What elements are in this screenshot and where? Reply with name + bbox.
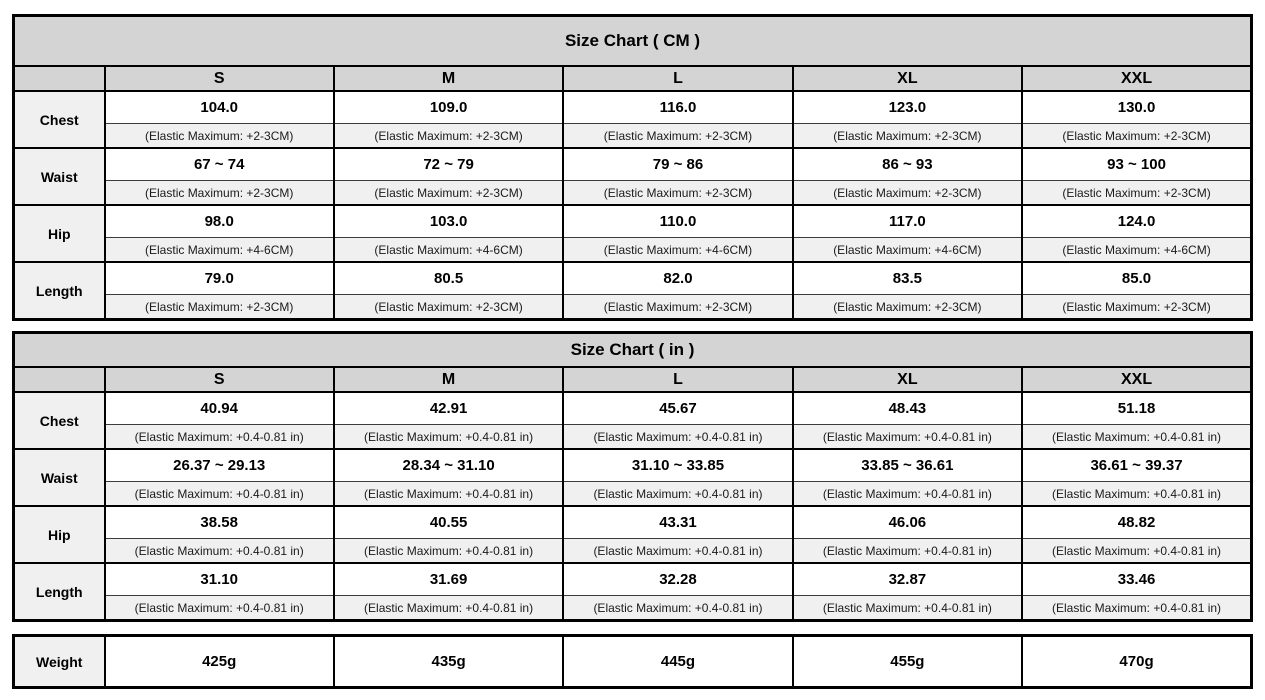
col-header-s: S <box>105 66 334 91</box>
note-cell: (Elastic Maximum: +0.4-0.81 in) <box>563 596 792 621</box>
note-cell: (Elastic Maximum: +2-3CM) <box>334 295 563 320</box>
col-header-m: M <box>334 66 563 91</box>
value-cell: 38.58 <box>105 506 334 539</box>
note-cell: (Elastic Maximum: +4-6CM) <box>105 238 334 263</box>
note-cell: (Elastic Maximum: +2-3CM) <box>563 295 792 320</box>
note-cell: (Elastic Maximum: +2-3CM) <box>105 124 334 149</box>
table-row <box>14 148 1252 181</box>
value-cell: 85.0 <box>1022 262 1251 295</box>
note-cell: (Elastic Maximum: +0.4-0.81 in) <box>793 596 1022 621</box>
col-header-xl: XL <box>793 367 1022 392</box>
value-cell: 130.0 <box>1022 91 1251 124</box>
note-cell: (Elastic Maximum: +4-6CM) <box>334 238 563 263</box>
weight-table <box>12 634 1253 689</box>
note-cell: (Elastic Maximum: +0.4-0.81 in) <box>105 482 334 507</box>
size-chart-cm-table <box>12 14 1253 321</box>
value-cell: 104.0 <box>105 91 334 124</box>
note-cell: (Elastic Maximum: +0.4-0.81 in) <box>793 482 1022 507</box>
table-title: Size Chart ( CM ) <box>14 16 1252 67</box>
value-cell: 31.10 <box>105 563 334 596</box>
note-cell: (Elastic Maximum: +2-3CM) <box>334 181 563 206</box>
value-cell: 31.10 ~ 33.85 <box>563 449 792 482</box>
value-cell: 33.46 <box>1022 563 1251 596</box>
table-row-note <box>14 482 1252 507</box>
note-cell: (Elastic Maximum: +2-3CM) <box>105 295 334 320</box>
value-cell: 79 ~ 86 <box>563 148 792 181</box>
table-row-note <box>14 238 1252 263</box>
note-cell: (Elastic Maximum: +4-6CM) <box>793 238 1022 263</box>
note-cell: (Elastic Maximum: +4-6CM) <box>1022 238 1251 263</box>
table-row <box>14 205 1252 238</box>
size-chart-in-table <box>12 331 1253 622</box>
table-row-note <box>14 295 1252 320</box>
value-cell: 26.37 ~ 29.13 <box>105 449 334 482</box>
value-cell: 67 ~ 74 <box>105 148 334 181</box>
note-cell: (Elastic Maximum: +4-6CM) <box>563 238 792 263</box>
value-cell: 33.85 ~ 36.61 <box>793 449 1022 482</box>
value-cell: 80.5 <box>334 262 563 295</box>
value-cell: 40.55 <box>334 506 563 539</box>
note-cell: (Elastic Maximum: +0.4-0.81 in) <box>1022 425 1251 450</box>
table-row-note <box>14 181 1252 206</box>
note-cell: (Elastic Maximum: +2-3CM) <box>563 181 792 206</box>
table-row <box>14 91 1252 124</box>
value-cell: 48.43 <box>793 392 1022 425</box>
note-cell: (Elastic Maximum: +0.4-0.81 in) <box>563 482 792 507</box>
value-cell: 48.82 <box>1022 506 1251 539</box>
value-cell: 72 ~ 79 <box>334 148 563 181</box>
table-row-note <box>14 425 1252 450</box>
value-cell: 103.0 <box>334 205 563 238</box>
row-label-hip: Hip <box>14 506 105 563</box>
table-title-row <box>14 16 1252 67</box>
weight-row <box>14 636 1252 688</box>
value-cell: 82.0 <box>563 262 792 295</box>
row-label-length: Length <box>14 563 105 621</box>
weight-value-cell: 455g <box>793 636 1022 688</box>
note-cell: (Elastic Maximum: +0.4-0.81 in) <box>1022 482 1251 507</box>
note-cell: (Elastic Maximum: +0.4-0.81 in) <box>1022 596 1251 621</box>
size-header-row <box>14 66 1252 91</box>
row-label-length: Length <box>14 262 105 320</box>
value-cell: 36.61 ~ 39.37 <box>1022 449 1251 482</box>
note-cell: (Elastic Maximum: +0.4-0.81 in) <box>1022 539 1251 564</box>
value-cell: 98.0 <box>105 205 334 238</box>
table-row <box>14 506 1252 539</box>
table-row <box>14 563 1252 596</box>
note-cell: (Elastic Maximum: +2-3CM) <box>793 124 1022 149</box>
value-cell: 51.18 <box>1022 392 1251 425</box>
value-cell: 79.0 <box>105 262 334 295</box>
row-label-waist: Waist <box>14 148 105 205</box>
value-cell: 116.0 <box>563 91 792 124</box>
value-cell: 123.0 <box>793 91 1022 124</box>
note-cell: (Elastic Maximum: +0.4-0.81 in) <box>793 539 1022 564</box>
weight-value-cell: 435g <box>334 636 563 688</box>
table-title-row <box>14 333 1252 368</box>
col-header-l: L <box>563 367 792 392</box>
col-header-xxl: XXL <box>1022 66 1251 91</box>
table-row-note <box>14 596 1252 621</box>
value-cell: 32.87 <box>793 563 1022 596</box>
table-row-note <box>14 124 1252 149</box>
note-cell: (Elastic Maximum: +0.4-0.81 in) <box>793 425 1022 450</box>
note-cell: (Elastic Maximum: +0.4-0.81 in) <box>563 539 792 564</box>
table-row <box>14 392 1252 425</box>
table-row <box>14 449 1252 482</box>
col-header-l: L <box>563 66 792 91</box>
row-label-weight: Weight <box>14 636 105 688</box>
value-cell: 117.0 <box>793 205 1022 238</box>
note-cell: (Elastic Maximum: +0.4-0.81 in) <box>563 425 792 450</box>
weight-value-cell: 470g <box>1022 636 1251 688</box>
value-cell: 45.67 <box>563 392 792 425</box>
note-cell: (Elastic Maximum: +0.4-0.81 in) <box>105 425 334 450</box>
col-header-s: S <box>105 367 334 392</box>
value-cell: 43.31 <box>563 506 792 539</box>
table-title: Size Chart ( in ) <box>14 333 1252 368</box>
note-cell: (Elastic Maximum: +0.4-0.81 in) <box>334 539 563 564</box>
value-cell: 32.28 <box>563 563 792 596</box>
value-cell: 28.34 ~ 31.10 <box>334 449 563 482</box>
weight-value-cell: 425g <box>105 636 334 688</box>
note-cell: (Elastic Maximum: +2-3CM) <box>793 295 1022 320</box>
note-cell: (Elastic Maximum: +0.4-0.81 in) <box>105 596 334 621</box>
note-cell: (Elastic Maximum: +2-3CM) <box>105 181 334 206</box>
corner-cell <box>14 66 105 91</box>
value-cell: 83.5 <box>793 262 1022 295</box>
note-cell: (Elastic Maximum: +0.4-0.81 in) <box>334 482 563 507</box>
row-label-chest: Chest <box>14 392 105 449</box>
table-row <box>14 262 1252 295</box>
weight-value-cell: 445g <box>563 636 792 688</box>
note-cell: (Elastic Maximum: +0.4-0.81 in) <box>334 425 563 450</box>
note-cell: (Elastic Maximum: +2-3CM) <box>563 124 792 149</box>
value-cell: 109.0 <box>334 91 563 124</box>
table-row-note <box>14 539 1252 564</box>
note-cell: (Elastic Maximum: +0.4-0.81 in) <box>105 539 334 564</box>
value-cell: 40.94 <box>105 392 334 425</box>
col-header-xxl: XXL <box>1022 367 1251 392</box>
note-cell: (Elastic Maximum: +2-3CM) <box>1022 295 1251 320</box>
note-cell: (Elastic Maximum: +0.4-0.81 in) <box>334 596 563 621</box>
note-cell: (Elastic Maximum: +2-3CM) <box>793 181 1022 206</box>
row-label-waist: Waist <box>14 449 105 506</box>
corner-cell <box>14 367 105 392</box>
note-cell: (Elastic Maximum: +2-3CM) <box>334 124 563 149</box>
value-cell: 124.0 <box>1022 205 1251 238</box>
value-cell: 31.69 <box>334 563 563 596</box>
value-cell: 46.06 <box>793 506 1022 539</box>
value-cell: 42.91 <box>334 392 563 425</box>
note-cell: (Elastic Maximum: +2-3CM) <box>1022 124 1251 149</box>
col-header-xl: XL <box>793 66 1022 91</box>
row-label-chest: Chest <box>14 91 105 148</box>
value-cell: 86 ~ 93 <box>793 148 1022 181</box>
row-label-hip: Hip <box>14 205 105 262</box>
value-cell: 110.0 <box>563 205 792 238</box>
value-cell: 93 ~ 100 <box>1022 148 1251 181</box>
note-cell: (Elastic Maximum: +2-3CM) <box>1022 181 1251 206</box>
col-header-m: M <box>334 367 563 392</box>
size-header-row <box>14 367 1252 392</box>
